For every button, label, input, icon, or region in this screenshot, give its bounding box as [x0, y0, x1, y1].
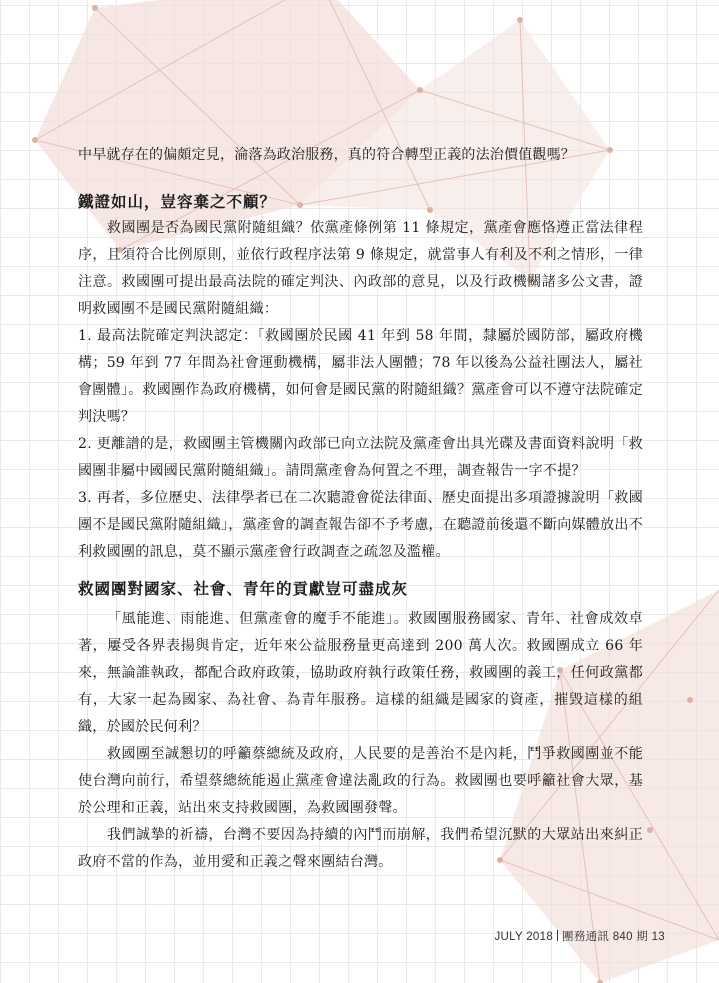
list-item: 1. 最高法院確定判決認定：「救國團於民國 41 年到 58 年間，隸屬於國防部，屬政府機構；59 年到 77 年間為社會運動機構，屬非法人團體；78 年以後為公益社團法人，屬社會團體」。救國團作為政府機構，如何會是國民黨的附隨組織？黨產會可以不遵守法院確定判決嗎？ [78, 328, 643, 425]
list-item: 3. 再者，多位歷史、法律學者已在二次聽證會從法律面、歷史面提出多項證據說明「救國團不是國民黨附隨組織」，黨產會的調查報告卻不予考慮，在聽證前後還不斷向媒體放出不利救國團的訊息，莫不顯示黨產會行政調查之疏忽及濫權。 [78, 490, 643, 560]
list-item: 2. 更離譜的是，救國團主管機關內政部已向立法院及黨產會出具光碟及書面資料說明「救國團非屬中國國民黨附隨組織」。請問黨產會為何置之不理，調查報告一字不提？ [78, 436, 643, 479]
article-body [78, 142, 643, 876]
footer-date: JULY 2018 [494, 931, 554, 943]
intro-line: 中早就存在的偏頗定見，淪落為政治服務，真的符合轉型正義的法治價值觀嗎？ [78, 147, 575, 163]
paragraph: 救國團是否為國民黨附隨組織？依黨產條例第 11 條規定，黨產會應恪遵正當法律程序，且須符合比例原則，並依行政程序法第 9 條規定，就當事人有利及不利之情形，一律注意。救國團可提出最高法院的確定判決、內政部的意見，以及行政機關諸多公文書，證明救國團不是國民黨附隨組織： [78, 220, 643, 317]
paragraph: 我們誠摯的祈禱，台灣不要因為持續的內鬥而崩解，我們希望沉默的大眾站出來糾正政府不當的作為，並用愛和正義之聲來團結台灣。 [78, 827, 643, 870]
section-heading-evidence: 鐵證如山，豈容棄之不顧？ [78, 192, 277, 211]
footer-separator [557, 930, 558, 941]
paragraph: 救國團至誠懇切的呼籲蔡總統及政府，人民要的是善治不是內耗，鬥爭救國團並不能使台灣向前行，希望蔡總統能遏止黨產會違法亂政的行為。救國團也要呼籲社會大眾，基於公理和正義，站出來支持救國團，為救國團發聲。 [78, 746, 643, 816]
page-footer [494, 928, 665, 944]
section-heading-contribution: 救國團對國家、社會、青年的貢獻豈可盡成灰 [78, 579, 409, 598]
footer-publication: 團務通訊 840 期 13 [562, 931, 665, 943]
paragraph: 「風能進、雨能進、但黨產會的魔手不能進」。救國團服務國家、青年、社會成效卓著，屢受各界表揚與肯定，近年來公益服務量更高達到 200 萬人次。救國團成立 66 年來，無論誰執政，都配合政府政策，協助政府執行政策任務，救國團的義工，任何政黨都有，大家一起為國家、為社會、為青年服務。這樣的組織是國家的資產，摧毀這樣的組織，於國於民何利？ [78, 611, 643, 735]
